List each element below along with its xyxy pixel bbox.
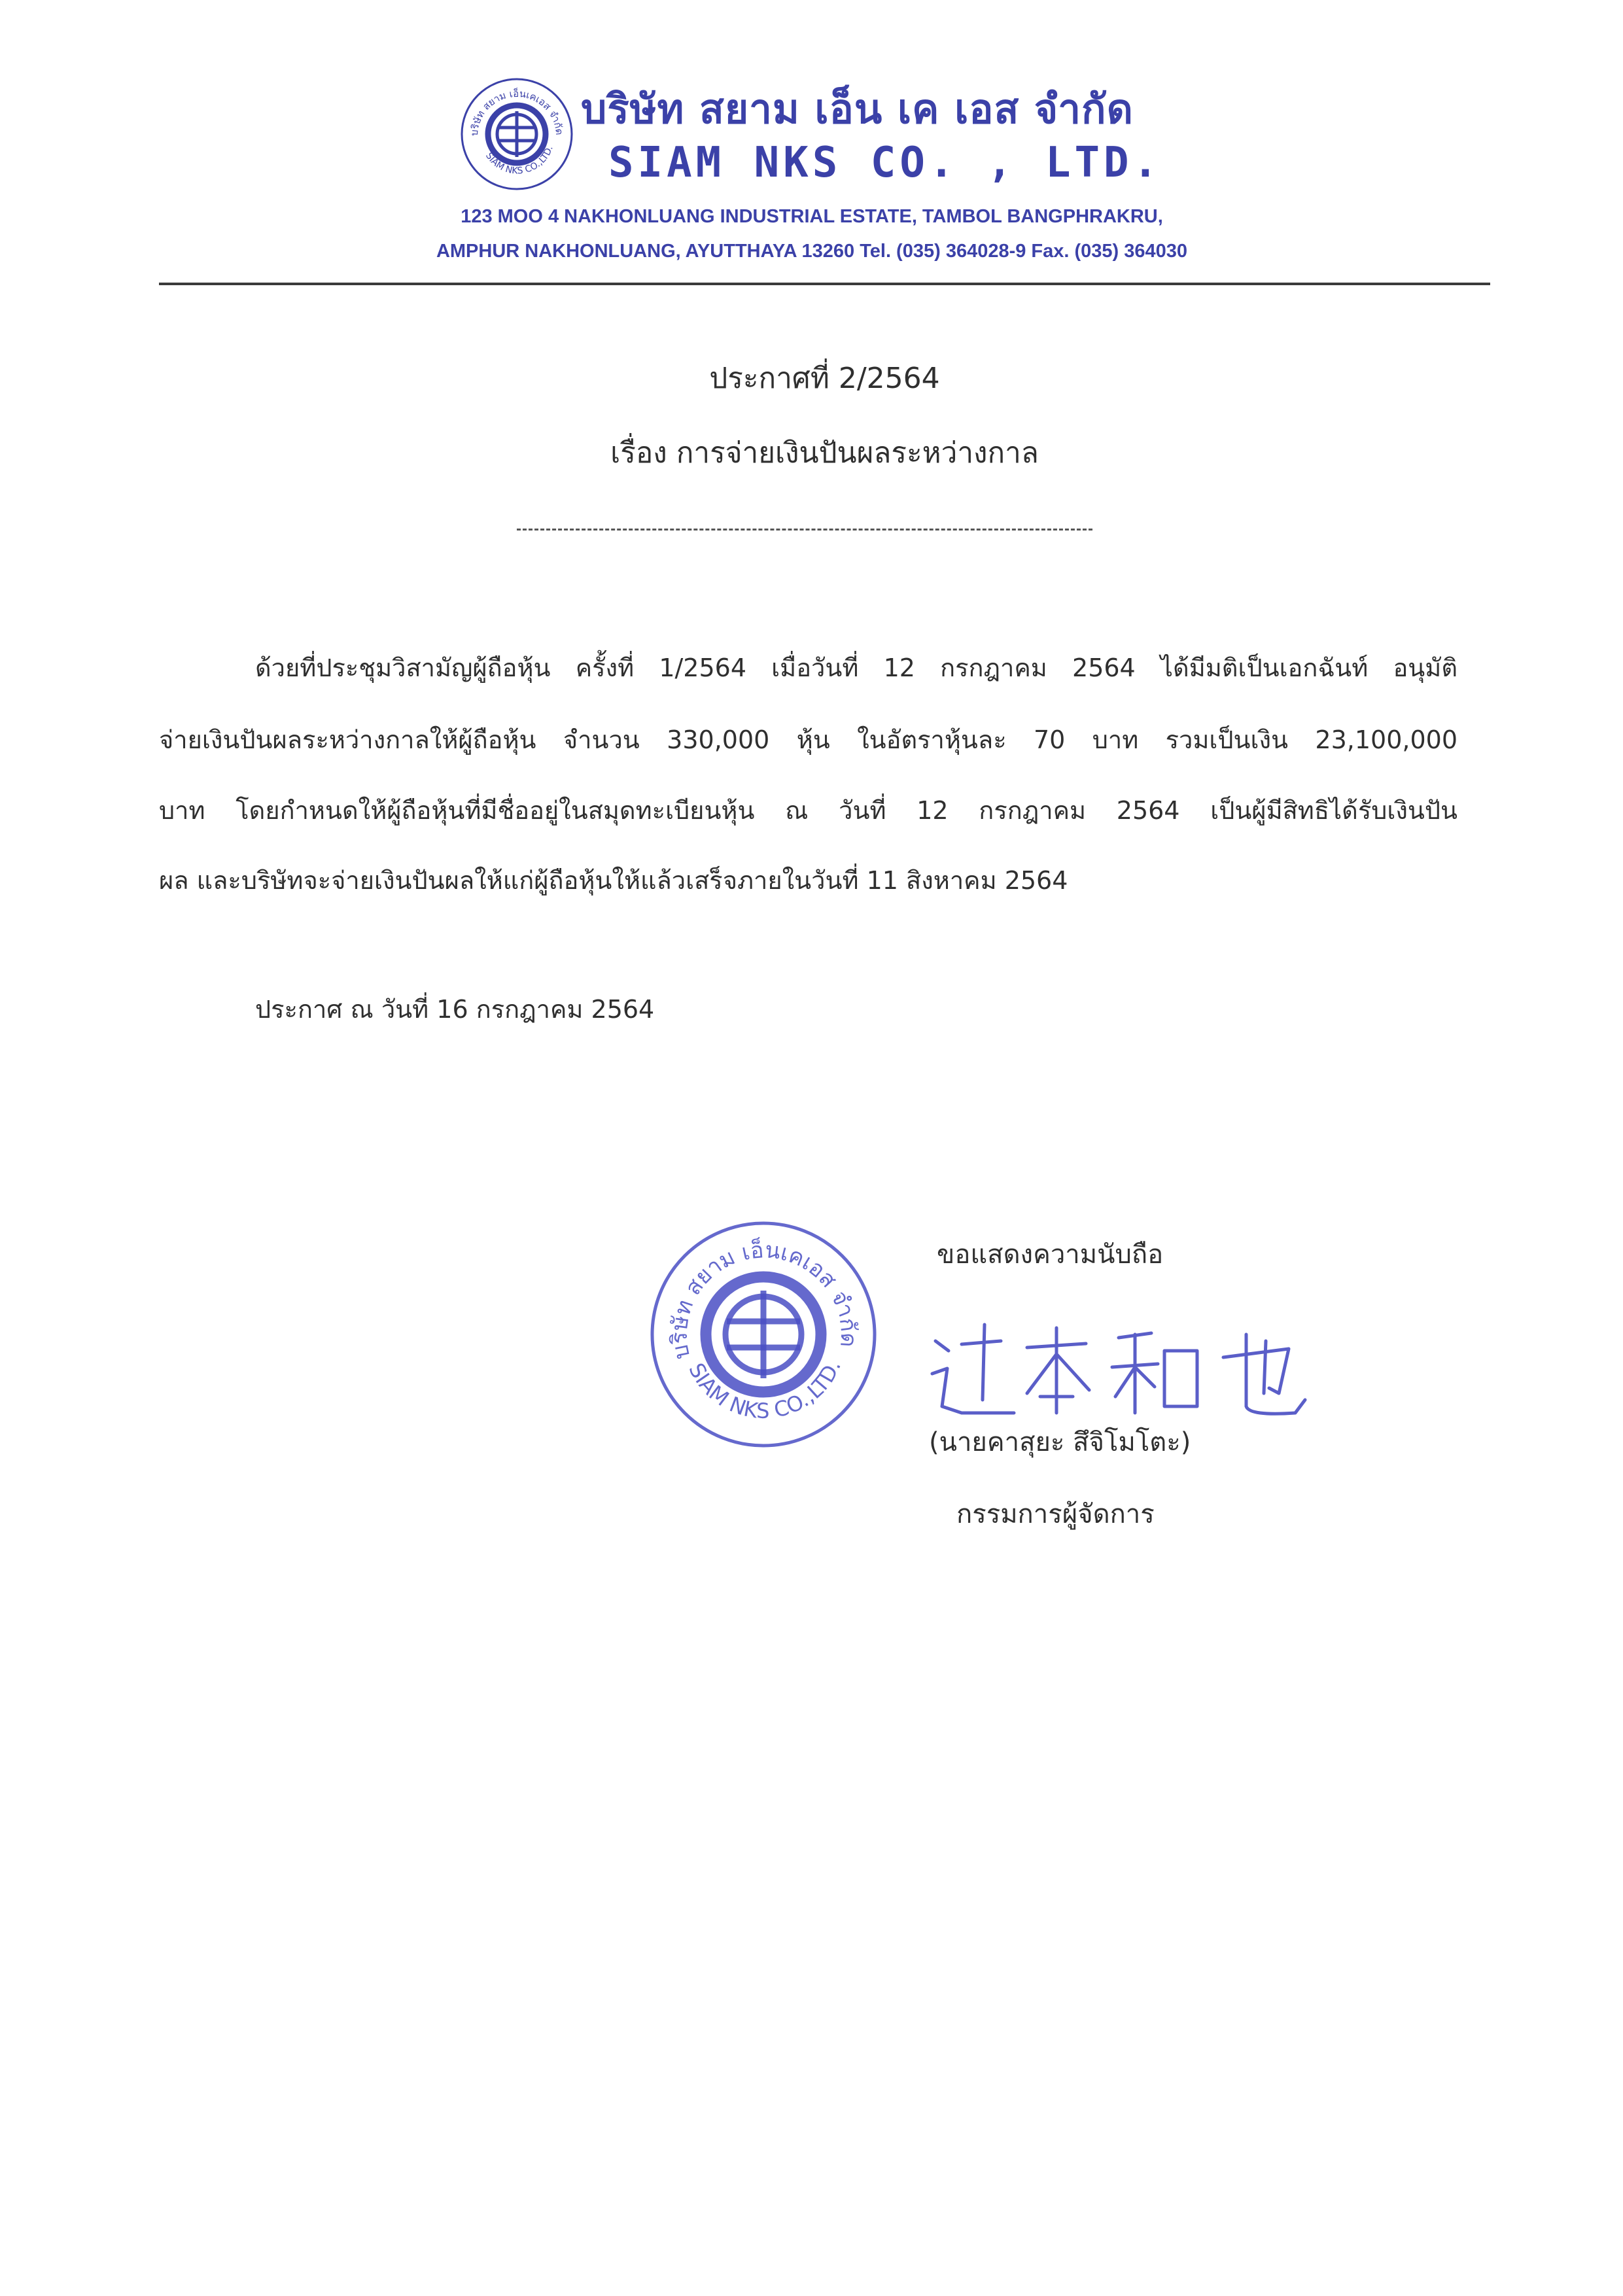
- seal-text-en: SIAM NKS CO.,LTD.: [684, 1356, 846, 1423]
- announcement-number: ประกาศที่ 2/2564: [709, 362, 940, 395]
- company-address-line-2: AMPHUR NAKHONLUANG, AYUTTHAYA 13260 Tel. (035) 364028-9 Fax. (035) 364030: [436, 241, 1188, 262]
- company-name-thai: บริษัท สยาม เอ็น เค เอส จำกัด: [581, 85, 1134, 133]
- logo-text-en: SIAM NKS CO.,LTD.: [483, 145, 555, 177]
- signer-name: (นายคาสุยะ สึจิโมโตะ): [929, 1427, 1191, 1457]
- company-address-line-1: 123 MOO 4 NAKHONLUANG INDUSTRIAL ESTATE, TAMBOL BANGPHRAKRU,: [461, 206, 1163, 227]
- seal-text-th: บริษัท สยาม เอ็นเคเอส จำกัด: [666, 1237, 862, 1362]
- closing-text: ขอแสดงความนับถือ: [937, 1240, 1164, 1270]
- body-line-1: ด้วยที่ประชุมวิสามัญผู้ถือหุ้น ครั้งที่ 1/2564 เมื่อวันที่ 12 กรกฎาคม 2564 ได้มีมติเป็นเอกฉันท์ อนุมัติ: [255, 653, 1457, 682]
- company-seal-stamp: [644, 1213, 883, 1455]
- announcement-date: ประกาศ ณ วันที่ 16 กรกฎาคม 2564: [255, 995, 655, 1024]
- body-line-3: บาท โดยกำหนดให้ผู้ถือหุ้นที่มีชื่ออยู่ในสมุดทะเบียนหุ้น ณ วันที่ 12 กรกฎาคม 2564 เป็นผู้มีสิทธิได้รับเงินปัน: [159, 796, 1457, 825]
- announcement-subject: เรื่อง การจ่ายเงินปันผลระหว่างกาล: [610, 436, 1039, 470]
- logo-text-th: บริษัท สยาม เอ็นเคเอส จำกัด: [468, 87, 566, 137]
- title-divider: [517, 529, 1092, 531]
- handwritten-signature: [922, 1315, 1315, 1426]
- signer-position: กรรมการผู้จัดการ: [956, 1499, 1155, 1529]
- company-logo: [458, 72, 576, 196]
- company-name-english: SIAM NKS CO. , LTD.: [608, 139, 1162, 187]
- body-line-4: ผล และบริษัทจะจ่ายเงินปันผลให้แก่ผู้ถือหุ้นให้แล้วเสร็จภายในวันที่ 11 สิงหาคม 2564: [159, 866, 1068, 895]
- body-line-2: จ่ายเงินปันผลระหว่างกาลให้ผู้ถือหุ้น จำนวน 330,000 หุ้น ในอัตราหุ้นละ 70 บาท รวมเป็นเงิน 23,100,000: [159, 725, 1457, 754]
- header-divider: [159, 283, 1490, 285]
